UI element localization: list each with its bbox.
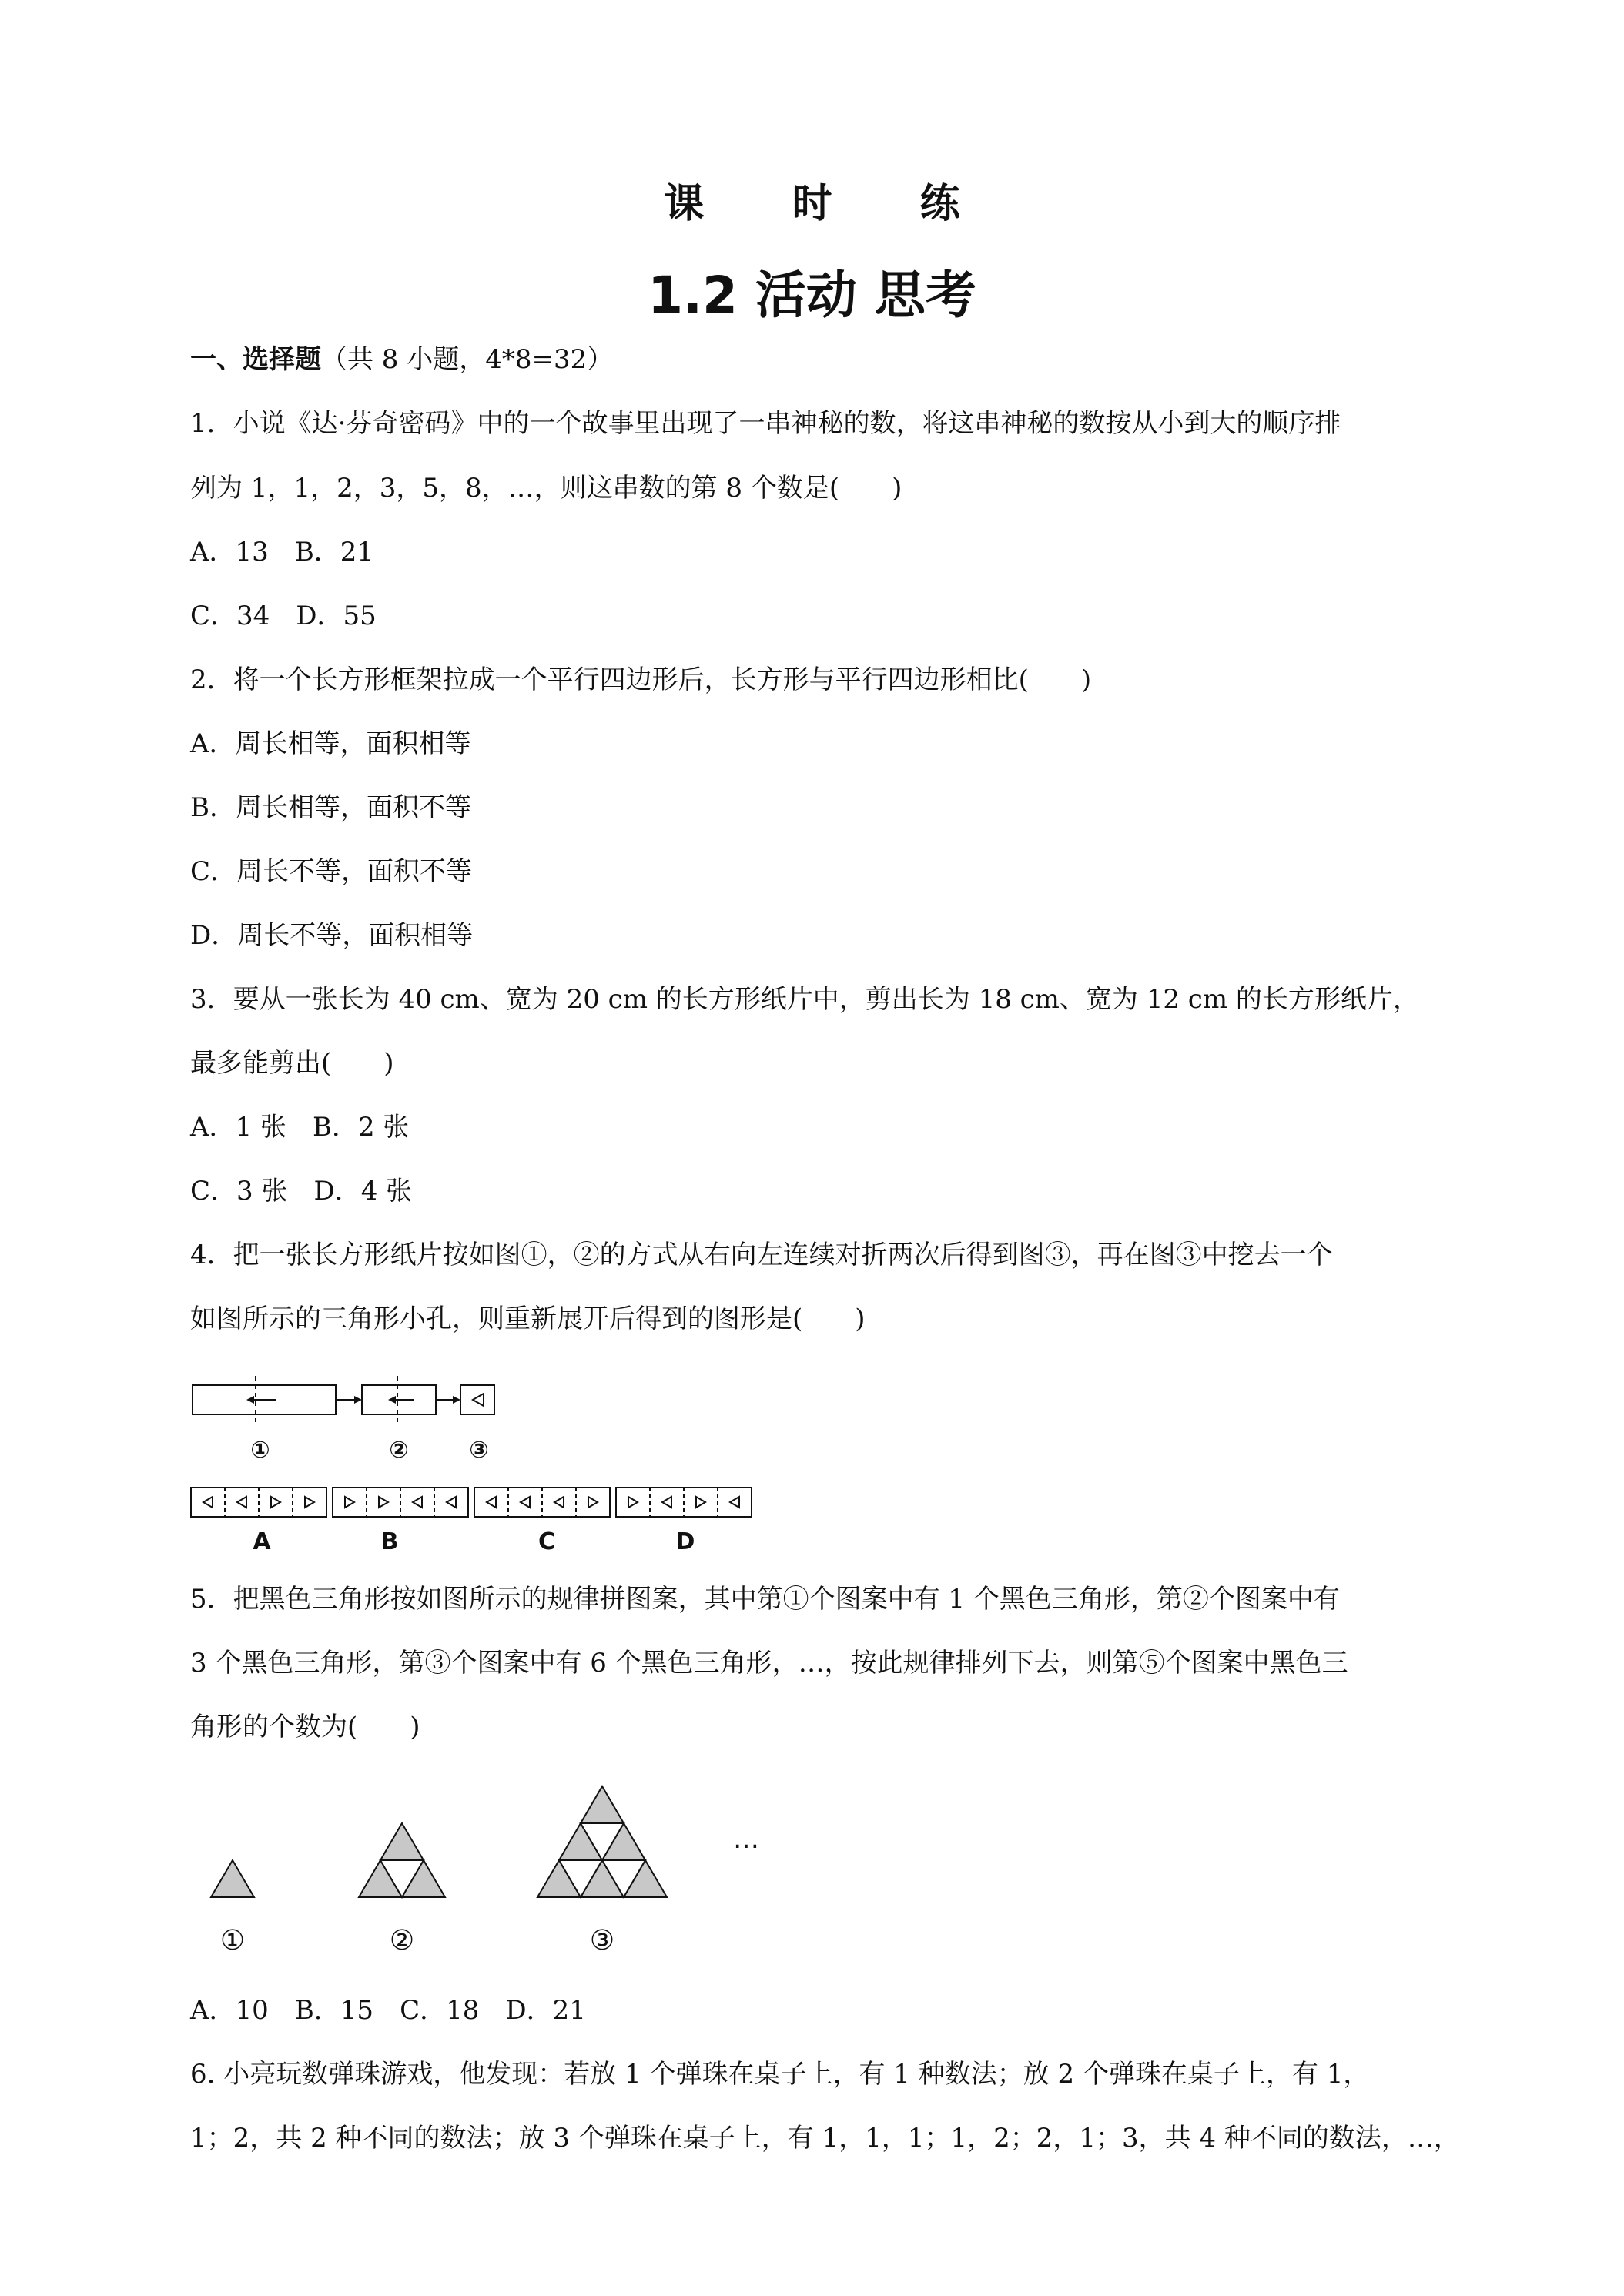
section-heading-note: （共 8 小题，4*8=32）	[321, 344, 614, 375]
option-d-label: D	[675, 1528, 695, 1555]
q1-stem-line2: 列为 1，1，2，3，5，8，…，则这串数的第 8 个数是( )	[190, 473, 902, 504]
arrowhead-2	[354, 1396, 362, 1404]
option-a-label: A	[253, 1528, 271, 1555]
q5-options: A．10 B．15 C．18 D．21	[190, 1995, 586, 2026]
pattern-label-1: ①	[219, 1925, 246, 1956]
lesson-title: 1.2 活动 思考	[648, 266, 976, 325]
q1-options-line1: A．13 B．21	[190, 537, 374, 567]
q4-stem-line2: 如图所示的三角形小孔，则重新展开后得到的图形是( )	[190, 1304, 866, 1334]
q3-options-line1: A．1 张 B．2 张	[190, 1112, 410, 1143]
q3-options-line2: C．3 张 D．4 张	[190, 1176, 413, 1207]
pattern-3	[537, 1786, 667, 1897]
fold-label-2: ②	[389, 1437, 409, 1464]
q1-stem-line1: 1．小说《达·芬奇密码》中的一个故事里出现了一串神秘的数，将这串神秘的数按从小到大的顺序排	[190, 408, 1341, 439]
page-title: 课 时 练	[664, 180, 997, 227]
section-heading	[190, 342, 1453, 377]
section-heading-label: 一、选择题	[190, 344, 321, 375]
q5-pattern-figure	[185, 1771, 785, 1963]
pattern-label-3: ③	[589, 1925, 615, 1956]
fold-label-3: ③	[469, 1437, 489, 1464]
cut-hole-triangle	[473, 1394, 484, 1406]
arrowhead-3	[388, 1396, 396, 1404]
pattern-2	[359, 1823, 445, 1897]
option-a-strip	[191, 1488, 326, 1517]
pattern-1-triangle	[211, 1860, 254, 1897]
q4-stem-line1: 4．把一张长方形纸片按如图①，②的方式从右向左连续对折两次后得到图③，再在图③中挖去一个	[190, 1240, 1333, 1270]
pattern-ellipsis: …	[733, 1824, 759, 1855]
q3-stem-line1: 3．要从一张长为 40 cm、宽为 20 cm 的长方形纸片中，剪出长为 18 cm、宽为 12 cm 的长方形纸片，	[190, 984, 1419, 1015]
q6-stem-line2: 1；2，共 2 种不同的数法；放 3 个弹珠在桌子上，有 1，1，1；1，2；2，1；3，共 4 种不同的数法，…，	[190, 2123, 1460, 2154]
q2-option-a: A．周长相等，面积相等	[190, 728, 471, 759]
fold-label-1: ①	[250, 1437, 270, 1464]
option-c-strip	[474, 1488, 610, 1517]
q2-option-c: C．周长不等，面积不等	[190, 856, 473, 887]
q1-options-line2: C．34 D．55	[190, 601, 377, 631]
option-d-strip	[616, 1488, 752, 1517]
option-c-label: C	[537, 1528, 556, 1555]
q5-stem-line3: 角形的个数为( )	[190, 1712, 420, 1742]
arrowhead-1	[246, 1396, 254, 1404]
q2-stem: 2．将一个长方形框架拉成一个平行四边形后，长方形与平行四边形相比( )	[190, 664, 1092, 695]
option-b-strip	[333, 1488, 468, 1517]
q2-option-b: B．周长相等，面积不等	[190, 792, 471, 823]
q6-stem-line1: 6. 小亮玩数弹珠游戏，他发现：若放 1 个弹珠在桌子上，有 1 种数法；放 2 个弹珠在桌子上，有 1，	[190, 2059, 1370, 2090]
pattern-label-2: ②	[389, 1925, 415, 1956]
q5-stem-line1: 5．把黑色三角形按如图所示的规律拼图案，其中第①个图案中有 1 个黑色三角形，第②个图案中有	[190, 1584, 1340, 1615]
q3-stem-line2: 最多能剪出( )	[190, 1048, 394, 1079]
q4-options-figure	[185, 1480, 770, 1565]
fold-strip-3	[460, 1385, 494, 1414]
arrowhead-4	[453, 1396, 460, 1404]
option-b-label: B	[380, 1528, 399, 1555]
q2-option-d: D．周长不等，面积相等	[190, 920, 474, 951]
q4-fold-figure	[185, 1374, 524, 1467]
q5-stem-line2: 3 个黑色三角形，第③个图案中有 6 个黑色三角形，…，按此规律排列下去，则第⑤个图案中黑色三	[190, 1648, 1348, 1678]
